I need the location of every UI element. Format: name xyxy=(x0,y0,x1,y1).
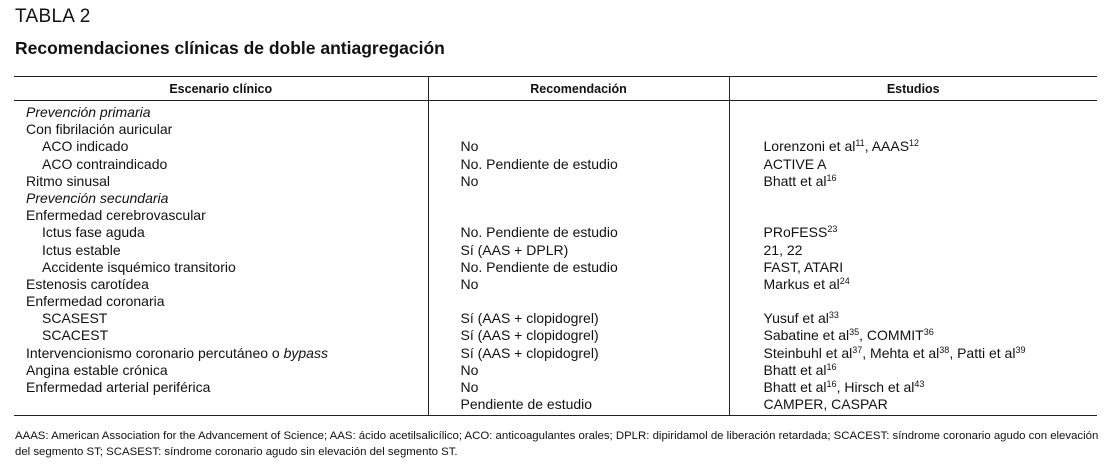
recommendation-cell xyxy=(429,293,729,310)
studies-cell: Sabatine et $al^{35}$, COMMIT$^{36}$ xyxy=(763,327,934,344)
studies-cell: FAST, ATARI xyxy=(763,258,844,275)
studies-column xyxy=(729,101,1097,416)
table-label: TABLA 2 xyxy=(15,6,91,27)
recommendation-cell: Pendiente de estudio xyxy=(460,396,593,413)
scenario-cell: SCACEST xyxy=(42,327,109,344)
header-scenario: Escenario clínico xyxy=(14,77,428,101)
scenario-cell: Angina estable crónica xyxy=(26,361,168,378)
recommendations-table xyxy=(14,76,1097,416)
header-row xyxy=(14,77,1097,101)
recommendation-cell xyxy=(429,190,729,207)
scenario-column xyxy=(14,101,428,416)
recommendation-cell: Sí (AAS + clopidogrel) xyxy=(460,344,599,361)
table-title: Recomendaciones clínicas de doble antiagregación xyxy=(15,38,445,58)
scenario-cell: Ictus fase aguda xyxy=(42,224,145,241)
recommendation-cell: No. Pendiente de estudio xyxy=(460,258,618,275)
scenario-cell: Enfermedad coronaria xyxy=(26,293,165,310)
recommendation-cell: Sí (AAS + clopidogrel) xyxy=(460,327,599,344)
studies-cell: Bhatt et $al^{16}$ xyxy=(763,172,837,189)
scenario-cell: ACO indicado xyxy=(42,138,129,155)
recommendation-cell xyxy=(429,207,729,224)
studies-cell xyxy=(730,121,1098,138)
studies-cell: 21, 22 xyxy=(763,241,803,258)
studies-cell: Lorenzoni et $al^{11}$, AAAS$^{12}$ xyxy=(763,138,920,155)
studies-cell: Markus et $al^{24}$ xyxy=(763,275,850,292)
scenario-cell: Prevención primaria xyxy=(26,104,151,120)
studies-cell xyxy=(730,190,1098,207)
scenario-cell: Ictus estable xyxy=(42,241,121,258)
scenario-cell: Enfermedad cerebrovascular xyxy=(26,207,206,224)
recommendation-cell: No xyxy=(460,275,479,292)
studies-cell xyxy=(730,293,1098,310)
header-recommendation: Recomendación xyxy=(428,77,729,101)
recommendation-cell: Sí (AAS + DPLR) xyxy=(460,241,569,258)
recommendation-column xyxy=(428,101,729,416)
scenario-cell: ACO contraindicado xyxy=(42,155,168,172)
recommendation-cell xyxy=(429,121,729,138)
footnote: AAAS: American Association for the Advancement of Science; AAS: ácido acetilsalicílico; ACO: anticoagulantes orales; DPLR: dipiridamol de liberación retardada; SCACEST: síndrome coronario agudo con elevación del segmento ST; SCASEST: síndrome coronario agudo sin elevación del segmento ST. xyxy=(15,430,1099,458)
scenario-cell: Con fibrilación auricular xyxy=(26,121,173,138)
recommendation-cell: No xyxy=(460,361,479,378)
studies-cell: Bhatt et $al^{16}$ xyxy=(763,361,837,378)
scenario-cell: Accidente isquémico transitorio xyxy=(42,258,236,275)
recommendation-cell xyxy=(429,104,729,121)
studies-cell: Steinbuhl et $al^{37}$, Mehta et $al^{38}$, Patti et $al^{39}$ xyxy=(763,344,1026,361)
scenario-cell xyxy=(14,396,428,413)
table-body-row xyxy=(14,101,1097,416)
scenario-cell: SCASEST xyxy=(42,310,108,327)
recommendation-cell: No. Pendiente de estudio xyxy=(460,155,618,172)
scenario-cell: Ritmo sinusal xyxy=(26,172,111,189)
studies-cell xyxy=(730,207,1098,224)
recommendation-cell: No xyxy=(460,138,479,155)
scenario-cell: Estenosis carotídea xyxy=(26,275,149,292)
studies-cell: ACTIVE A xyxy=(763,155,827,172)
recommendation-cell: Sí (AAS + clopidogrel) xyxy=(460,310,599,327)
studies-cell xyxy=(730,104,1098,121)
studies-cell: PRoFESS$^{23}$ xyxy=(763,224,838,241)
studies-cell: CAMPER, CASPAR xyxy=(763,396,888,413)
studies-cell: Yusuf et $al^{33}$ xyxy=(763,310,839,327)
header-studies: Estudios xyxy=(729,77,1097,101)
recommendation-cell: No xyxy=(460,379,479,395)
recommendation-cell: No. Pendiente de estudio xyxy=(460,224,618,241)
recommendation-cell: No xyxy=(460,172,479,189)
scenario-cell: Enfermedad arterial periférica xyxy=(26,379,211,395)
scenario-cell: Intervencionismo coronario percutáneo o bypass xyxy=(26,344,328,361)
studies-cell: Bhatt et $al^{16}$, Hirsch et $al^{43}$ xyxy=(763,379,925,395)
scenario-cell: Prevención secundaria xyxy=(26,189,169,206)
